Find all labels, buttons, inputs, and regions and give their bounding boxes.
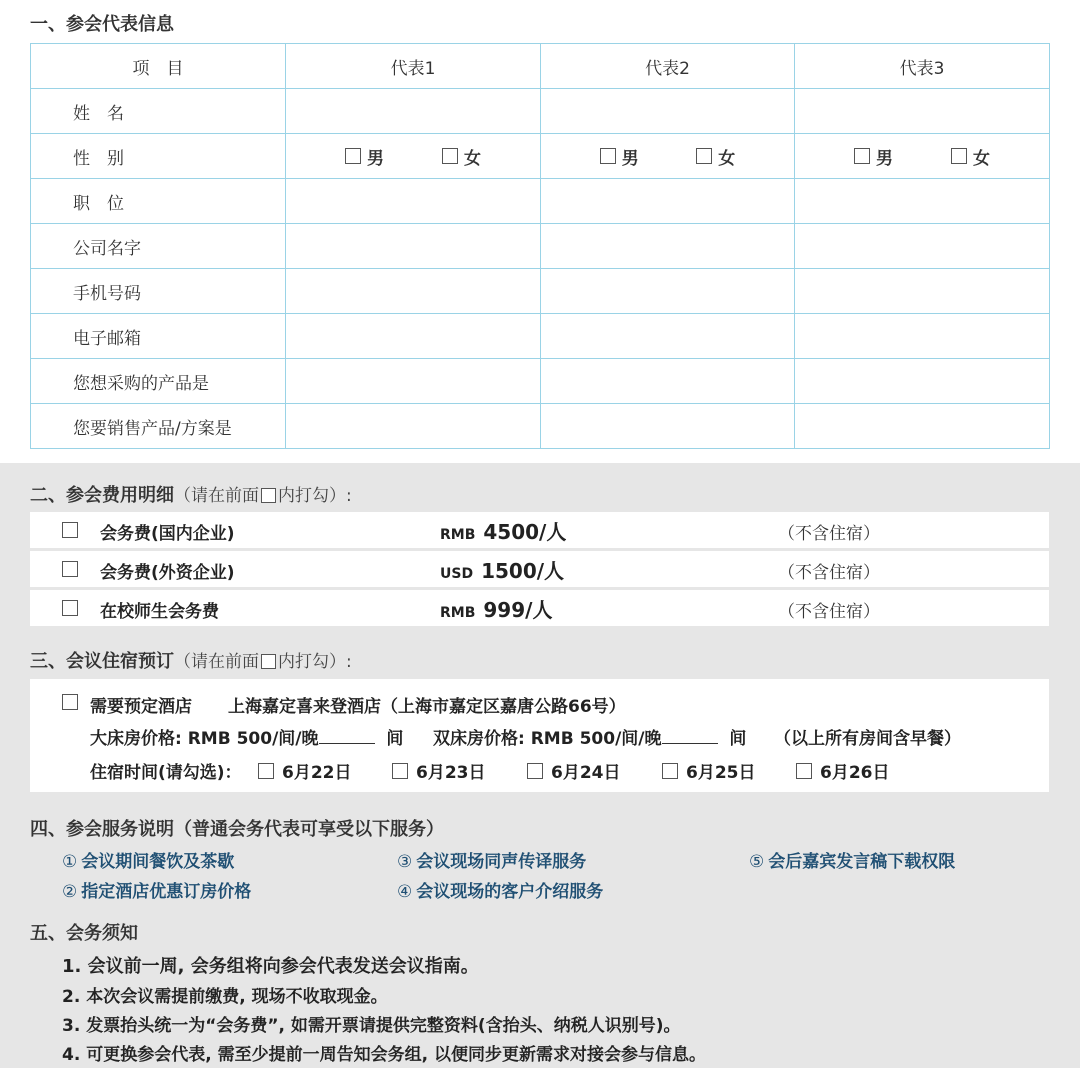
row-label-position: 职 位 — [31, 179, 286, 224]
buy-field-rep3[interactable] — [795, 359, 1050, 404]
fee-note: （不含住宿） — [778, 602, 880, 622]
date-option: 6月24日 — [527, 758, 621, 783]
fee-price: RMB 4500/人 — [440, 520, 567, 544]
buy-field-rep2[interactable] — [541, 359, 795, 404]
hotel-booking-box — [30, 679, 1049, 792]
fee-row-foreign — [30, 551, 1049, 587]
king-room-qty-field[interactable] — [319, 730, 375, 744]
note-item: 2. 本次会议需提前缴费, 现场不收取现金。 — [62, 987, 388, 1007]
date-checkbox-24[interactable] — [527, 763, 543, 779]
service-item: ④ 会议现场的客户介绍服务 — [397, 882, 604, 902]
date-option: 6月26日 — [796, 758, 890, 783]
row-label-gender: 性 别 — [31, 134, 286, 179]
table-row — [31, 224, 1050, 269]
fee-checkbox-domestic[interactable] — [62, 522, 78, 538]
sell-field-rep2[interactable] — [541, 404, 795, 449]
need-hotel-label: 需要预定酒店 — [90, 697, 192, 717]
table-row — [31, 179, 1050, 224]
representative-section — [0, 0, 1080, 463]
header-rep1: 代表1 — [286, 44, 541, 89]
gender-cell-rep3 — [795, 134, 1050, 179]
email-field-rep2[interactable] — [541, 314, 795, 359]
date-checkbox-25[interactable] — [662, 763, 678, 779]
company-field-rep1[interactable] — [286, 224, 541, 269]
row-label-buy: 您想采购的产品是 — [31, 359, 286, 404]
male-checkbox-rep3[interactable] — [854, 148, 870, 164]
male-checkbox-rep2[interactable] — [600, 148, 616, 164]
service-item: ③ 会议现场同声传译服务 — [397, 852, 587, 872]
need-hotel-checkbox[interactable] — [62, 694, 78, 710]
note-item: 3. 发票抬头统一为“会务费”, 如需开票请提供完整资料(含抬头、纳税人识别号)。 — [62, 1016, 681, 1036]
section3-title: 三、会议住宿预订（请在前面 内打勾）: — [30, 651, 352, 672]
twin-room-qty-field[interactable] — [662, 730, 718, 744]
position-field-rep1[interactable] — [286, 179, 541, 224]
service-item: ① 会议期间餐饮及茶歇 — [62, 852, 235, 872]
female-label: 女 — [718, 148, 736, 169]
service-item: ⑤ 会后嘉宾发言稿下载权限 — [749, 852, 956, 872]
row-label-company: 公司名字 — [31, 224, 286, 269]
sell-field-rep3[interactable] — [795, 404, 1050, 449]
phone-field-rep3[interactable] — [795, 269, 1050, 314]
fee-name: 会务费(国内企业) — [100, 524, 235, 544]
gender-cell-rep1 — [286, 134, 541, 179]
table-row — [31, 89, 1050, 134]
fee-checkbox-student[interactable] — [62, 600, 78, 616]
row-label-name: 姓 名 — [31, 89, 286, 134]
female-checkbox-rep3[interactable] — [951, 148, 967, 164]
section2-title: 二、参会费用明细（请在前面 内打勾）: — [30, 485, 352, 506]
row-label-sell: 您要销售产品/方案是 — [31, 404, 286, 449]
fee-note: （不含住宿） — [778, 563, 880, 583]
position-field-rep2[interactable] — [541, 179, 795, 224]
checkbox-sample-icon — [261, 654, 276, 669]
company-field-rep2[interactable] — [541, 224, 795, 269]
name-field-rep1[interactable] — [286, 89, 541, 134]
fee-price: RMB 999/人 — [440, 598, 553, 622]
buy-field-rep1[interactable] — [286, 359, 541, 404]
table-header-row — [31, 44, 1050, 89]
phone-field-rep2[interactable] — [541, 269, 795, 314]
female-label: 女 — [464, 148, 481, 169]
male-label: 男 — [876, 148, 893, 169]
section1-title: 一、参会代表信息 — [30, 14, 174, 35]
sell-field-rep1[interactable] — [286, 404, 541, 449]
fee-row-domestic — [30, 512, 1049, 548]
fee-note: （不含住宿） — [778, 524, 880, 544]
date-option: 6月25日 — [662, 758, 756, 783]
header-rep3: 代表3 — [795, 44, 1050, 89]
email-field-rep3[interactable] — [795, 314, 1050, 359]
fee-price: USD 1500/人 — [440, 559, 565, 583]
phone-field-rep1[interactable] — [286, 269, 541, 314]
header-rep2: 代表2 — [541, 44, 795, 89]
male-label: 男 — [367, 148, 384, 169]
king-room-price: 大床房价格: RMB 500/间/晚 间 — [90, 729, 404, 749]
male-checkbox-rep1[interactable] — [345, 148, 361, 164]
gender-cell-rep2 — [541, 134, 795, 179]
twin-room-price: 双床房价格: RMB 500/间/晚 间 — [433, 729, 747, 749]
female-label: 女 — [973, 148, 990, 169]
table-row — [31, 359, 1050, 404]
note-item: 1. 会议前一周, 会务组将向参会代表发送会议指南。 — [62, 956, 479, 977]
date-checkbox-22[interactable] — [258, 763, 274, 779]
date-option: 6月22日 — [258, 758, 352, 783]
section4-title: 四、参会服务说明（普通会务代表可享受以下服务） — [30, 819, 444, 840]
table-row — [31, 134, 1050, 179]
male-label: 男 — [621, 148, 639, 169]
header-item: 项 目 — [31, 44, 286, 89]
fee-name: 在校师生会务费 — [100, 602, 219, 622]
name-field-rep2[interactable] — [541, 89, 795, 134]
email-field-rep1[interactable] — [286, 314, 541, 359]
fee-checkbox-foreign[interactable] — [62, 561, 78, 577]
row-label-phone: 手机号码 — [31, 269, 286, 314]
stay-label: 住宿时间(请勾选)： — [90, 763, 242, 783]
service-item: ② 指定酒店优惠订房价格 — [62, 882, 252, 902]
row-label-email: 电子邮箱 — [31, 314, 286, 359]
date-checkbox-23[interactable] — [392, 763, 408, 779]
position-field-rep3[interactable] — [795, 179, 1050, 224]
fee-row-student — [30, 590, 1049, 626]
fee-name: 会务费(外资企业) — [100, 563, 235, 583]
company-field-rep3[interactable] — [795, 224, 1050, 269]
note-item: 4. 可更换参会代表, 需至少提前一周告知会务组, 以便同步更新需求对接会参与信息。 — [62, 1045, 706, 1065]
table-row — [31, 269, 1050, 314]
date-checkbox-26[interactable] — [796, 763, 812, 779]
section5-title: 五、会务须知 — [30, 923, 138, 944]
female-checkbox-rep2[interactable] — [696, 148, 712, 164]
checkbox-sample-icon — [261, 488, 276, 503]
breakfast-note: （以上所有房间含早餐） — [774, 729, 961, 749]
name-field-rep3[interactable] — [795, 89, 1050, 134]
date-option: 6月23日 — [392, 758, 486, 783]
table-row — [31, 404, 1050, 449]
female-checkbox-rep1[interactable] — [442, 148, 458, 164]
table-row — [31, 314, 1050, 359]
representative-table — [30, 43, 1050, 449]
hotel-name: 上海嘉定喜来登酒店（上海市嘉定区嘉唐公路66号） — [228, 697, 626, 717]
